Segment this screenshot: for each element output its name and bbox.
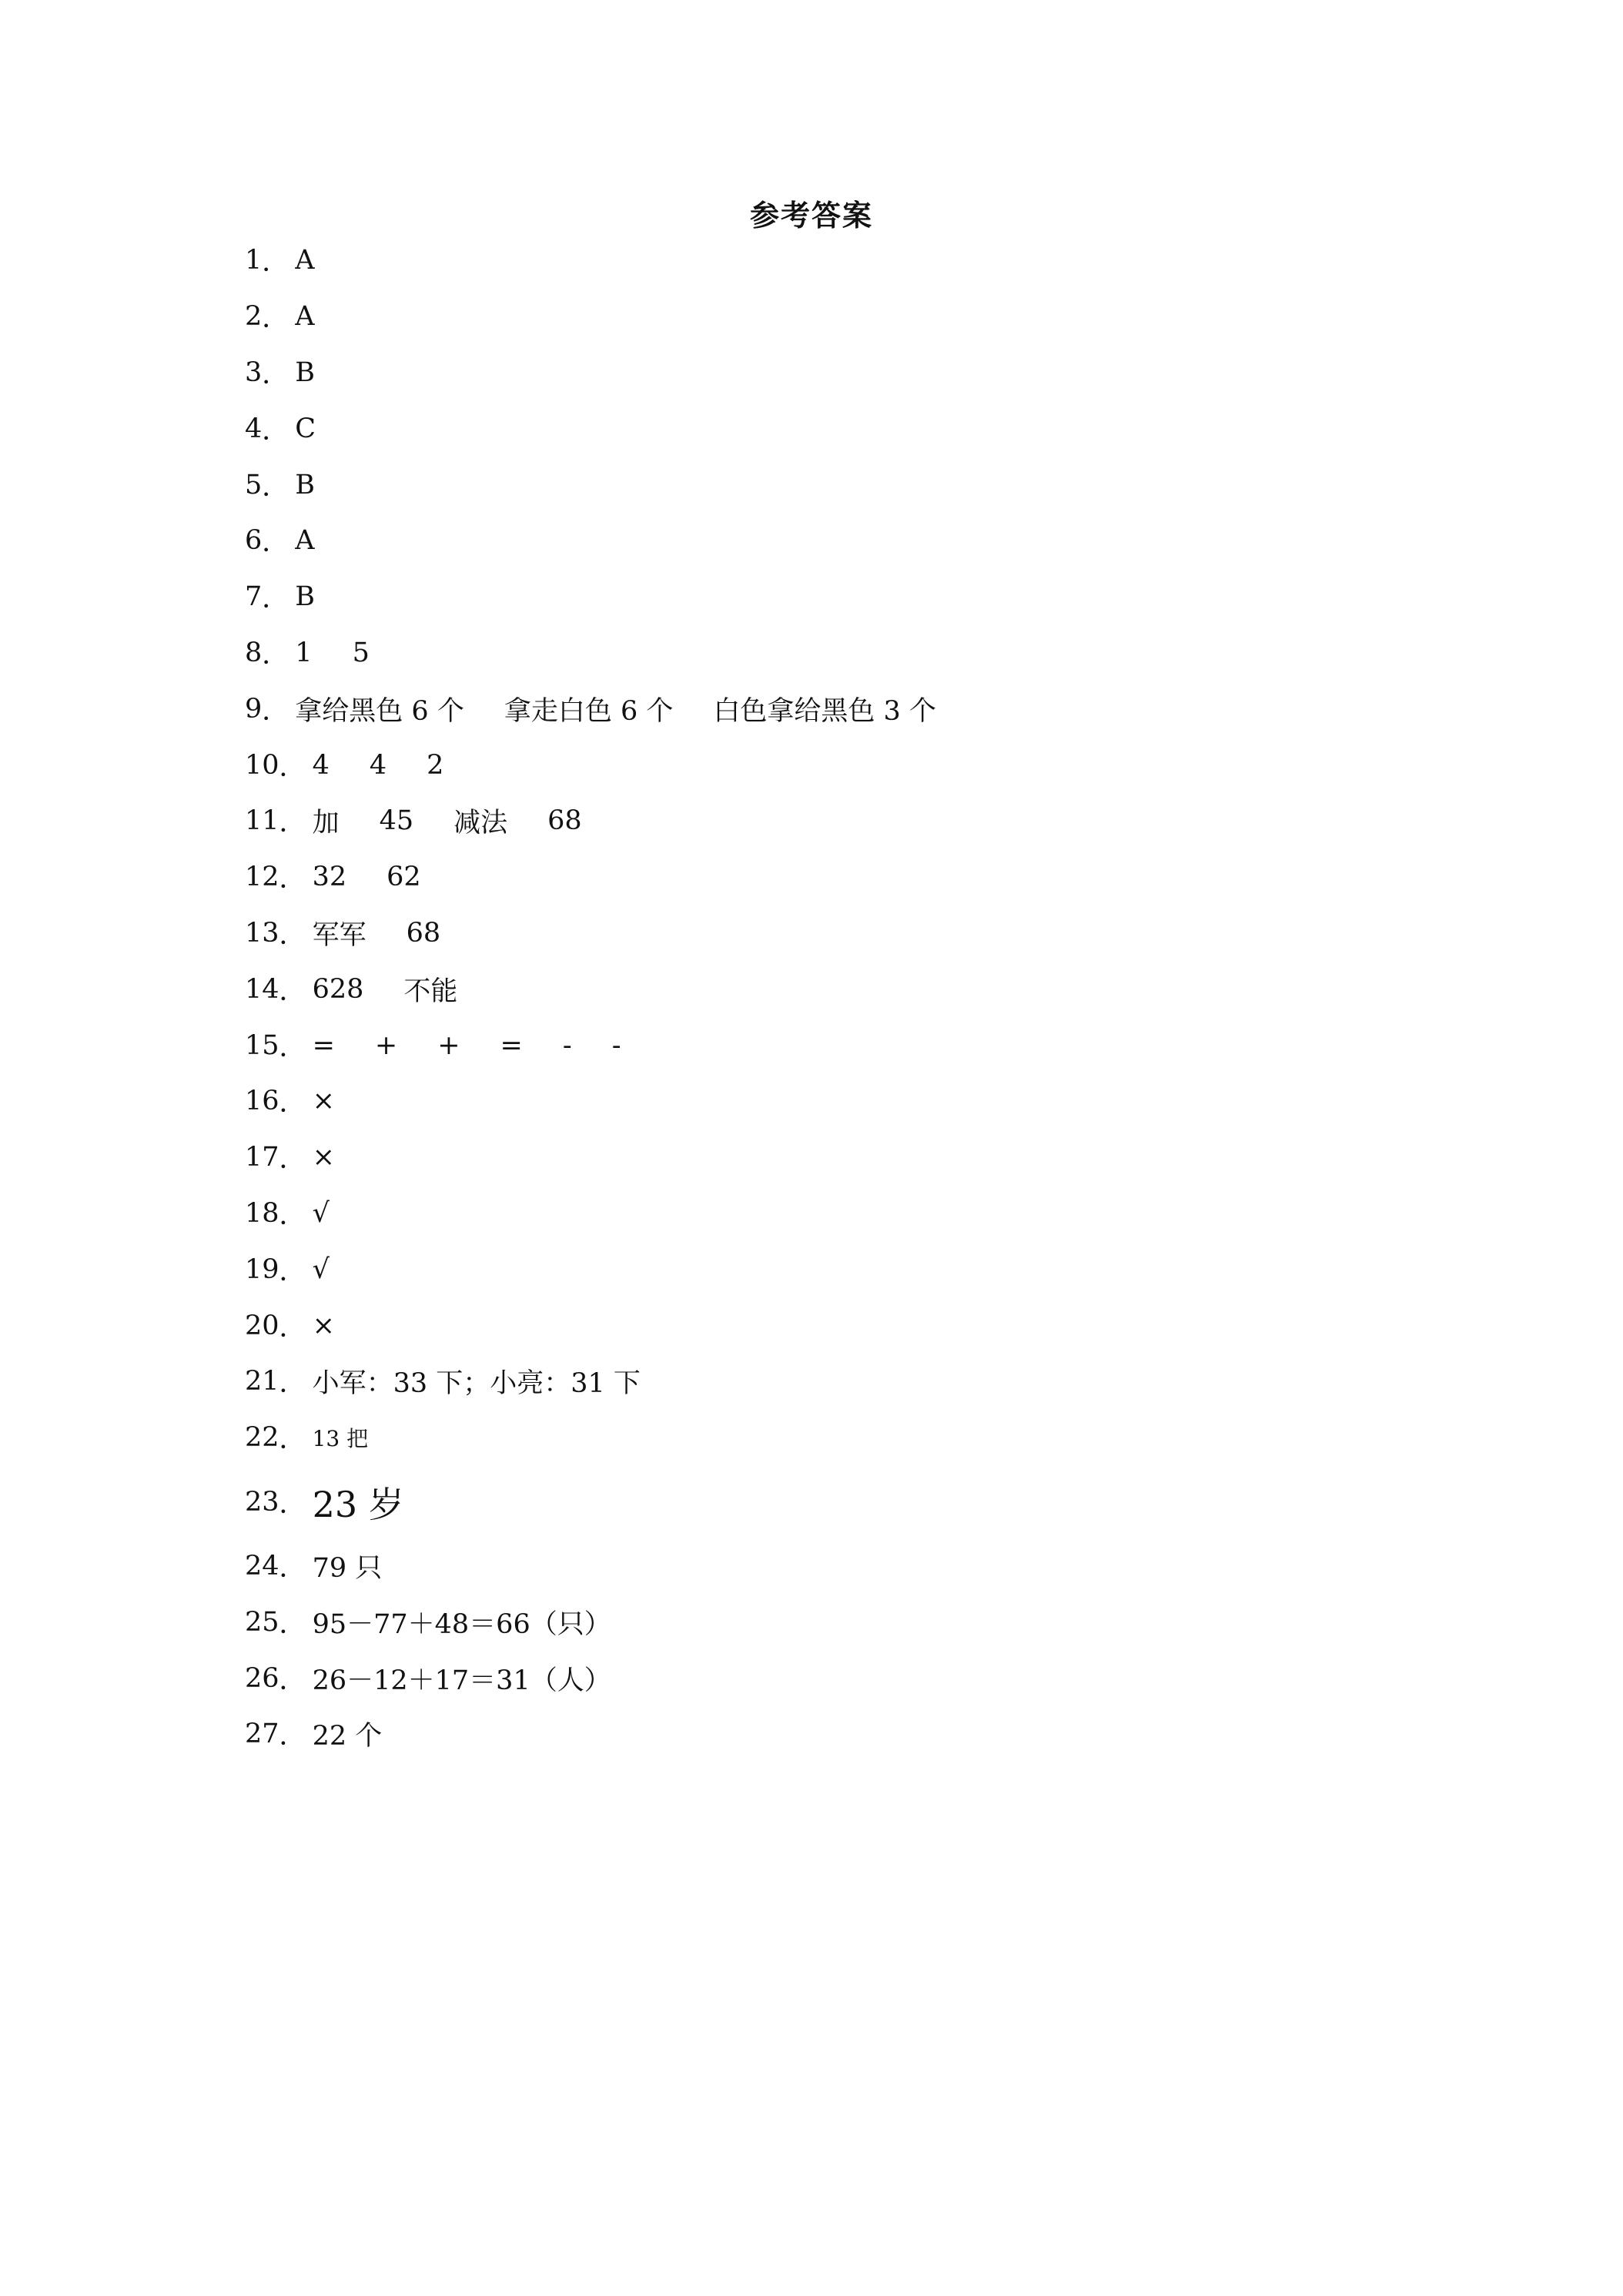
answer-row xyxy=(245,1073,936,1130)
answer-row xyxy=(245,1650,936,1706)
answer-content xyxy=(313,1659,611,1698)
answer-content xyxy=(313,1086,335,1116)
answer-row xyxy=(245,793,936,849)
answer-separator: ． xyxy=(279,1665,306,1696)
answer-number: 1 xyxy=(245,245,263,276)
answer-content xyxy=(313,1254,330,1285)
answer-row xyxy=(245,289,936,345)
answer-part: 小军：33 下；小亮：31 下 xyxy=(312,1368,641,1400)
answer-part: A xyxy=(295,301,315,333)
answer-content xyxy=(295,581,315,612)
answer-number: 26 xyxy=(245,1662,279,1694)
answer-part: 拿给黑色 6 个 xyxy=(295,695,464,727)
answer-number: 27 xyxy=(245,1719,279,1750)
answer-part: 45 xyxy=(379,805,414,837)
answer-number: 19 xyxy=(245,1253,279,1285)
answer-separator: ． xyxy=(262,247,289,279)
answer-part: 32 xyxy=(312,862,347,893)
answer-row xyxy=(245,457,936,513)
answer-part: 62 xyxy=(387,862,421,893)
answer-row xyxy=(245,849,936,905)
answer-row xyxy=(245,1241,936,1297)
answer-row xyxy=(245,1297,936,1354)
answer-row xyxy=(245,737,936,793)
answer-number: 8 xyxy=(245,637,263,668)
answer-part: 减法 xyxy=(453,808,508,839)
page-title: 参考答案 xyxy=(749,198,873,233)
answer-content xyxy=(313,862,421,892)
answer-part: 白色拿给黑色 3 个 xyxy=(713,695,936,727)
answer-part: = xyxy=(500,1029,523,1061)
answer-part: 68 xyxy=(547,805,582,837)
answer-list xyxy=(245,233,936,1762)
answer-part: = xyxy=(312,1029,335,1061)
answer-part: - xyxy=(562,1029,572,1061)
answer-content xyxy=(295,690,936,728)
answer-content xyxy=(313,750,444,781)
answer-row xyxy=(245,905,936,962)
answer-separator: ． xyxy=(279,919,306,951)
answer-separator: ． xyxy=(262,527,289,559)
answer-part: 95－77＋48＝66（只） xyxy=(312,1608,611,1640)
answer-row xyxy=(245,625,936,681)
answer-row xyxy=(245,1466,936,1538)
answer-row xyxy=(245,681,936,737)
answer-separator: ． xyxy=(262,415,289,447)
answer-number: 23 xyxy=(245,1486,279,1518)
answer-row xyxy=(245,1017,936,1073)
answer-content xyxy=(313,802,582,840)
answer-row xyxy=(245,1410,936,1466)
answer-part: 1 xyxy=(295,637,313,668)
answer-number: 3 xyxy=(245,356,263,388)
answer-part: + xyxy=(374,1029,398,1061)
answer-separator: ． xyxy=(262,639,289,671)
answer-row xyxy=(245,1538,936,1595)
answer-number: 24 xyxy=(245,1550,279,1581)
answer-part: 5 xyxy=(352,637,370,668)
answer-separator: ． xyxy=(279,1088,306,1120)
answer-separator: ． xyxy=(279,751,306,783)
answer-content xyxy=(295,638,370,668)
answer-separator: ． xyxy=(279,1721,306,1752)
answer-separator: ． xyxy=(279,1032,306,1063)
answer-part: √ xyxy=(312,1253,330,1285)
answer-row xyxy=(245,233,936,289)
answer-content xyxy=(295,525,314,556)
answer-row xyxy=(245,345,936,401)
answer-part: 79 只 xyxy=(312,1552,383,1584)
answer-separator: ． xyxy=(279,1200,306,1231)
answer-part: 628 xyxy=(312,973,364,1005)
answer-separator: ． xyxy=(262,303,289,335)
answer-part: B xyxy=(295,581,316,613)
answer-number: 25 xyxy=(245,1606,279,1638)
answer-content xyxy=(295,245,314,276)
answer-row xyxy=(245,1706,936,1762)
answer-part: × xyxy=(312,1086,335,1117)
answer-part: 加 xyxy=(312,808,340,839)
answer-content xyxy=(313,1030,621,1061)
answer-separator: ． xyxy=(279,1368,306,1400)
answer-row xyxy=(245,1130,936,1186)
answer-part: + xyxy=(437,1029,460,1061)
answer-content xyxy=(295,301,314,332)
answer-number: 5 xyxy=(245,469,263,500)
answer-separator: ． xyxy=(279,1144,306,1176)
answer-part: 拿走白色 6 个 xyxy=(504,695,674,727)
answer-separator: ． xyxy=(279,1312,306,1344)
answer-content xyxy=(313,1362,641,1401)
answer-content xyxy=(313,914,441,952)
answer-separator: ． xyxy=(279,1608,306,1640)
answer-separator: ． xyxy=(262,584,289,615)
answer-part: 68 xyxy=(406,917,441,949)
answer-number: 9 xyxy=(245,693,263,725)
answer-row xyxy=(245,513,936,569)
answer-part: C xyxy=(295,413,316,444)
answer-number: 6 xyxy=(245,525,263,557)
answer-number: 2 xyxy=(245,301,263,333)
answer-part: A xyxy=(295,525,315,557)
answer-separator: ． xyxy=(279,1488,306,1520)
answer-row xyxy=(245,1354,936,1410)
answer-number: 4 xyxy=(245,413,263,444)
answer-separator: ． xyxy=(279,976,306,1007)
answer-content xyxy=(313,1142,335,1173)
answer-separator: ． xyxy=(262,695,289,727)
answer-separator: ． xyxy=(279,1424,306,1456)
answer-number: 18 xyxy=(245,1197,279,1229)
answer-content xyxy=(313,1477,404,1528)
answer-part: × xyxy=(312,1142,335,1173)
answer-number: 10 xyxy=(245,749,279,781)
answer-row xyxy=(245,400,936,457)
answer-number: 15 xyxy=(245,1029,279,1061)
answer-content xyxy=(313,970,458,1009)
answer-separator: ． xyxy=(279,808,306,839)
answer-part: 2 xyxy=(427,749,444,781)
answer-content xyxy=(313,1422,369,1453)
answer-separator: ． xyxy=(262,471,289,503)
answer-part: A xyxy=(295,245,315,276)
answer-content xyxy=(313,1715,383,1753)
answer-part: 不能 xyxy=(403,976,458,1007)
answer-content xyxy=(313,1547,383,1585)
answer-number: 12 xyxy=(245,862,279,893)
answer-number: 16 xyxy=(245,1086,279,1117)
answer-number: 22 xyxy=(245,1422,279,1454)
answer-separator: ． xyxy=(262,359,289,390)
answer-part: 23 岁 xyxy=(312,1483,404,1525)
answer-content xyxy=(295,357,315,388)
answer-separator: ． xyxy=(279,864,306,895)
answer-part: B xyxy=(295,469,316,500)
answer-content xyxy=(295,413,316,444)
answer-number: 20 xyxy=(245,1310,279,1341)
answer-number: 14 xyxy=(245,973,279,1005)
answer-content xyxy=(295,470,315,500)
answer-number: 21 xyxy=(245,1366,279,1397)
answer-number: 11 xyxy=(245,805,279,837)
answer-part: √ xyxy=(312,1197,330,1229)
answer-content xyxy=(313,1603,611,1642)
answer-content xyxy=(313,1198,330,1229)
answer-part: 22 个 xyxy=(312,1721,383,1752)
answer-row xyxy=(245,1594,936,1650)
answer-part: 26－12＋17＝31（人） xyxy=(312,1665,611,1696)
answer-part: 4 xyxy=(312,749,330,781)
answer-separator: ． xyxy=(279,1256,306,1287)
answer-part: - xyxy=(611,1029,621,1061)
answer-row xyxy=(245,569,936,625)
answer-part: 军军 xyxy=(312,919,366,951)
answer-part: × xyxy=(312,1310,335,1341)
answer-number: 17 xyxy=(245,1142,279,1173)
answer-content xyxy=(313,1310,335,1341)
answer-number: 7 xyxy=(245,581,263,613)
answer-part: B xyxy=(295,356,316,388)
answer-part: 4 xyxy=(369,749,387,781)
answer-separator: ． xyxy=(279,1552,306,1584)
answer-row xyxy=(245,1186,936,1242)
answer-row xyxy=(245,961,936,1017)
answer-number: 13 xyxy=(245,917,279,949)
answer-part: 13 把 xyxy=(312,1426,369,1452)
